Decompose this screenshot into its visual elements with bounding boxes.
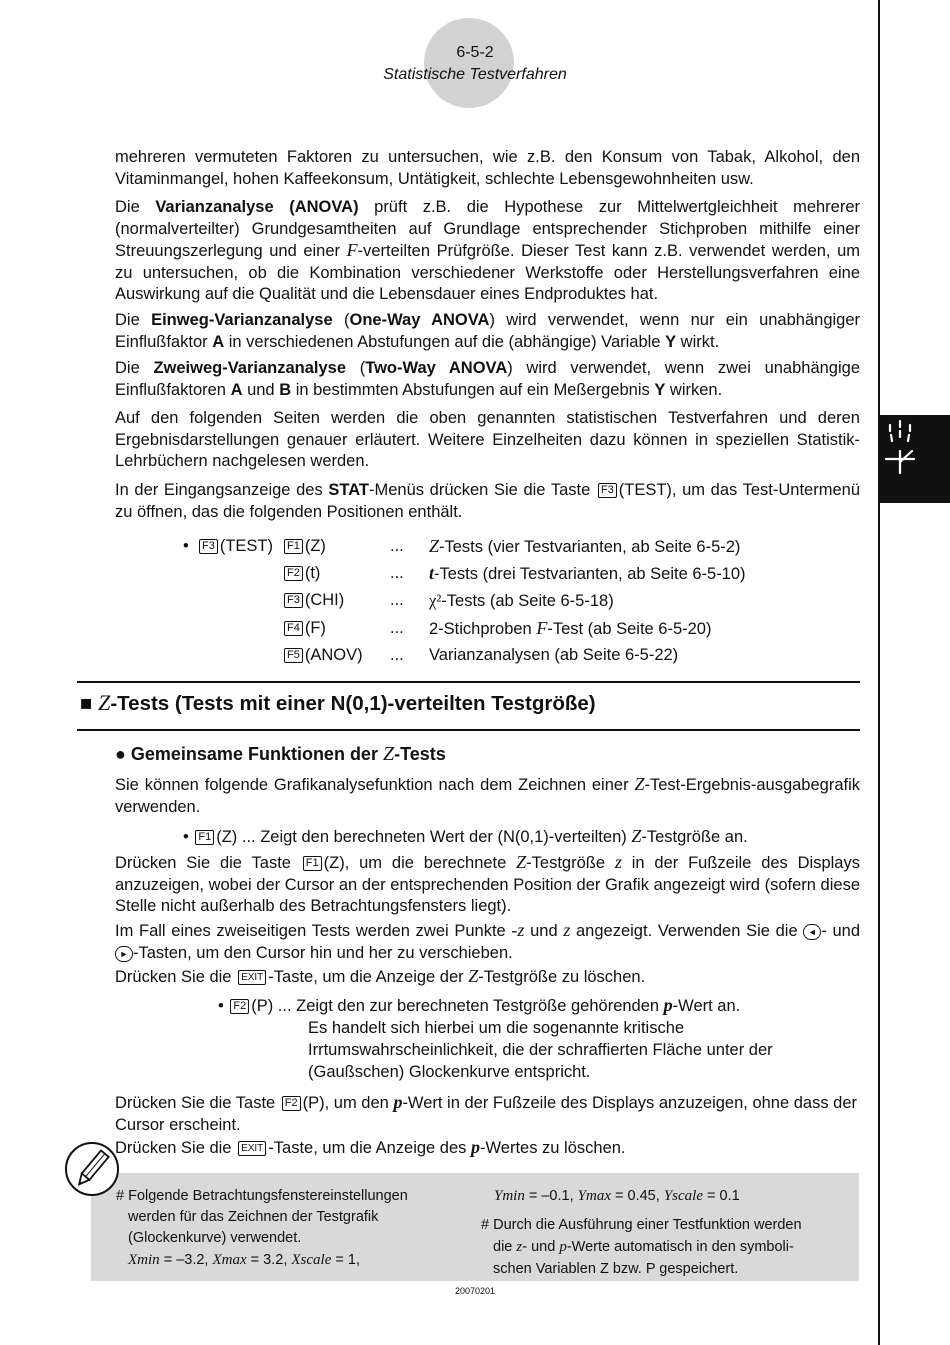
note-1-line-4: Xmin = –3.2, Xmax = 3.2, Xscale = 1, — [128, 1252, 360, 1268]
note-1-line-2: werden für das Zeichnen der Testgrafik — [128, 1209, 379, 1225]
bullet-f2-p: • F2 (P) ... Zeigt den zur berechneten Testgröße gehörenden p-Wert an. — [218, 995, 741, 1015]
menu-row-t: F2 (t) ... t-Tests (drei Testvarianten, ab Seite 6-5-10) — [0, 563, 880, 584]
left-arrow-key-icon: ◄ — [803, 924, 821, 940]
paragraph-exit-z: Drücken Sie die EXIT -Taste, um die Anzeige der Z-Testgröße zu löschen. — [115, 966, 646, 986]
note-1-line-1: # Folgende Betrachtungsfenstereinstellungen — [116, 1188, 408, 1204]
f5-key: F5 — [284, 648, 303, 663]
paragraph-one-way: Die Einweg-Varianzanalyse (One-Way ANOVA) wird verwendet, wenn nur ein unabhängiger Einflußfaktor A in verschiedenen Abstufungen auf die (abhängige) Variable Y wirkt. — [115, 311, 861, 351]
section-heading: ■ Z-Tests (Tests mit einer N(0,1)-verteilten Testgröße) — [80, 690, 596, 715]
menu-row-chi: F3 (CHI) ... χ²-Tests (ab Seite 6-5-18) — [0, 590, 880, 611]
f1-key: F1 — [303, 856, 322, 871]
bullet-f2-line4: (Gaußschen) Glockenkurve entspricht. — [308, 1063, 591, 1081]
pencil-icon — [64, 1141, 120, 1197]
paragraph-stat-menu: In der Eingangsanzeige des STAT-Menüs drücken Sie die Taste F3 (TEST), um das Test-Untermenü zu öffnen, das die folgenden Positionen enthält. — [115, 481, 860, 521]
paragraph-two-sided: Im Fall eines zweiseitigen Tests werden zwei Punkte -z und z angezeigt. Verwenden Sie die ◄ - und ► -Tasten, um den Cursor hin und her zu verschieben. — [115, 920, 861, 962]
bullet-f2-line3: Irrtumswahrscheinlichkeit, die der schraffierten Fläche unter der — [308, 1041, 773, 1059]
page-number: 6-5-2 — [456, 44, 494, 61]
menu-row-anov: F5 (ANOV) ... Varianzanalysen (ab Seite 6-5-22) — [0, 645, 880, 666]
exit-key: EXIT — [238, 970, 266, 985]
paragraph-exit-p: Drücken Sie die EXIT -Taste, um die Anzeige des p-Wertes zu löschen. — [115, 1137, 626, 1157]
f2-key: F2 — [284, 566, 303, 581]
paragraph-two-way: Die Zweiweg-Varianzanalyse (Two-Way ANOVA) wird verwendet, wenn zwei unabhängige Einflußfaktoren A und B in bestimmten Abstufungen auf ein Meßergebnis Y wirken. — [115, 359, 861, 399]
section-rule-bottom — [77, 729, 860, 731]
menu-row-z: • F3 (TEST) F1 (Z) ... Z-Tests (vier Testvarianten, ab Seite 6-5-2) — [183, 536, 741, 556]
header-circle — [424, 18, 514, 108]
f4-key: F4 — [284, 621, 303, 636]
f3-key: F3 — [199, 539, 218, 554]
f3-key: F3 — [284, 593, 303, 608]
menu-row-f: F4 (F) ... 2-Stichproben F-Test (ab Seite 6-5-20) — [0, 618, 880, 639]
intro-sentence: Sie können folgende Grafikanalysefunktion nach dem Zeichnen einer Z-Test-Ergebnis-ausgabegrafik verwenden. — [115, 774, 860, 816]
bullet-f1-z: • F1 (Z) ... Zeigt den berechneten Wert der (N(0,1)-verteilten) Z-Testgröße an. — [183, 826, 748, 846]
paragraph-p-display: Drücken Sie die Taste F2 (P), um den p-Wert in der Fußzeile des Displays anzuzeigen, ohne dass der Cursor erscheint. — [115, 1092, 858, 1134]
section-rule-top — [77, 681, 860, 683]
note-1-line-3: (Glockenkurve) verwendet. — [128, 1230, 302, 1246]
stat-icon — [880, 415, 950, 503]
margin-rule — [878, 0, 880, 1345]
paragraph-further: Auf den folgenden Seiten werden die oben genannten statistischen Testverfahren und deren Ergebnisdarstellungen genauer erläutert. Weitere Einzelheiten dazu können in speziellen Statistik-Lehrbüchern nachgelesen werden. — [115, 409, 860, 470]
paragraph-1: mehreren vermuteten Faktoren zu untersuchen, wie z.B. den Konsum von Tabak, Alkohol, den Vitaminmangel, hohen Kaffeekonsum, Untätigkeit, schlechte Lebensgewohnheiten usw. — [115, 148, 860, 188]
f3-key: F3 — [598, 483, 617, 498]
paragraph-z-display: Drücken Sie die Taste F1 (Z), um die berechnete Z-Testgröße z in der Fußzeile des Displays anzuzeigen, wobei der Cursor an der entsprechenden Position der Grafik angezeigt wird (sofern diese Stelle nicht außerhalb des Betrachtungsfensters liegt). — [115, 852, 860, 915]
right-arrow-key-icon: ► — [115, 946, 133, 962]
note-1-line-5: Ymin = –0.1, Ymax = 0.45, Yscale = 0.1 — [494, 1188, 740, 1204]
f2-key: F2 — [230, 999, 249, 1014]
f1-key: F1 — [195, 830, 214, 845]
exit-key: EXIT — [238, 1141, 266, 1156]
section-title: Statistische Testverfahren — [383, 66, 567, 83]
f2-key: F2 — [282, 1096, 301, 1111]
note-2-line-2: die z- und p-Werte automatisch in den symboli- — [493, 1239, 794, 1255]
chapter-tab — [880, 415, 950, 503]
f1-key: F1 — [284, 539, 303, 554]
subsection-heading: ● Gemeinsame Funktionen der Z-Tests — [115, 743, 446, 765]
bullet-f2-line2: Es handelt sich hierbei um die sogenannte kritische — [308, 1019, 685, 1037]
footer-code: 20070201 — [454, 1286, 496, 1296]
note-2-line-3: schen Variablen Z bzw. P gespeichert. — [493, 1261, 739, 1277]
note-2-line-1: # Durch die Ausführung einer Testfunktion werden — [481, 1217, 802, 1233]
paragraph-anova: Die Varianzanalyse (ANOVA) prüft z.B. die Hypothese zur Mittelwertgleichheit mehrerer (normalverteilter) Grundgesamtheiten auf Grundlage entsprechender Stichproben mithilfe einer Streuungszerlegung und einer F-verteilten Prüfgröße. Dieser Test kann z.B. verwendet werden, um zu untersuchen, ob die Kombination verschiedener Werkstoffe oder Herstellungsverfahren eine Auswirkung auf die Qualität und die Lebensdauer eines Endproduktes hat. — [115, 198, 861, 303]
